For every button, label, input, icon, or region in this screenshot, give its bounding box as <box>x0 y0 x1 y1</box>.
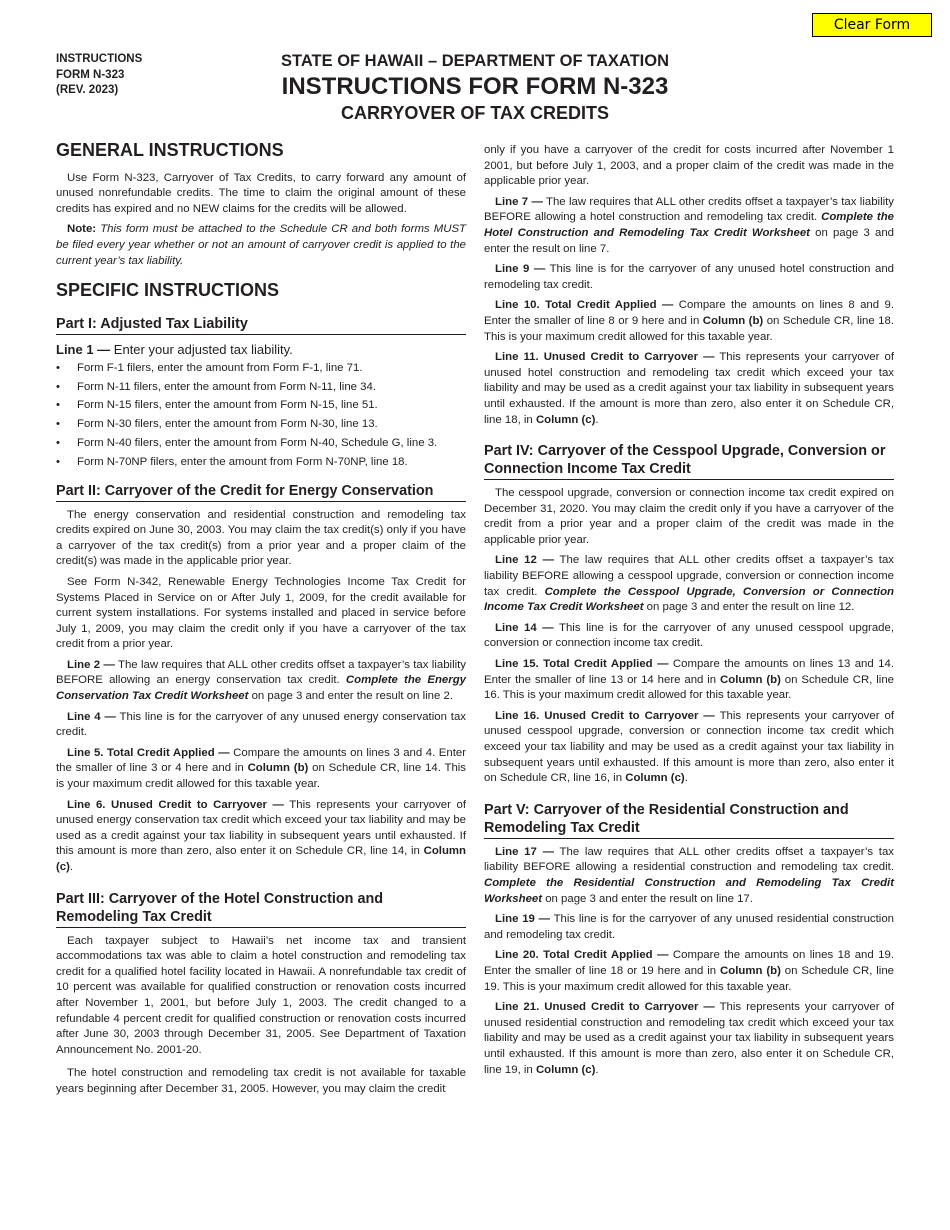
line16-column: Column (c) <box>625 772 685 785</box>
line1-instruction <box>56 341 466 359</box>
line2-text: The law requires that ALL other credits offset a taxpayer’s tax liability BEFORE allowing an energy conservation tax credit. <box>56 658 466 687</box>
general-note <box>56 222 466 269</box>
agency-name: STATE OF HAWAII – DEPARTMENT OF TAXATION <box>280 52 670 70</box>
line12-worksheet: Complete the Cesspool Upgrade, Conversion or Connection Income Tax Credit Worksheet <box>484 585 894 614</box>
line15-label: Line 15. Total Credit Applied — <box>495 658 669 671</box>
line5-text: Compare the amounts on lines 3 and 4. Enter the smaller of line 3 or 4 here and in <box>56 746 467 775</box>
line1-text: Enter your adjusted tax liability. <box>110 341 293 357</box>
line15-tail: on Schedule CR, line 16. This is your maximum credit allowed for this taxable year. <box>484 673 894 702</box>
line21-label: Line 21. Unused Credit to Carryover — <box>495 1001 715 1014</box>
part3-paragraph: Each taxpayer subject to Hawaii’s net income tax and transient accommodations tax was able to claim a hotel construction and remodeling tax credit for a qualified hotel facility located in Hawaii. A nonrefundable tax credit of 10 percent was available for qualified construction or renovation costs incurred after November 1, 2001, but before July 1, 2003. The credit changed to a refundable 4 percent credit for qualified construction or renovation costs incurred after June 30, 2003 through December 31, 2005. See Department of Taxation Announcement No. 2001-20. <box>56 934 466 1056</box>
line10-instruction <box>484 298 894 345</box>
part3-paragraph: The hotel construction and remodeling tax credit is not available for taxable years beginning after December 31, 2005. However, you may claim the credit <box>56 1067 466 1095</box>
line2-label: Line 2 — <box>67 658 115 671</box>
part2-paragraph: The energy conservation and residential construction and remodeling tax credits expired on June 30, 2003. You may claim the tax credit(s) only if you have a carryover of the tax credit(s) from a prior year and a proper claim of the credit(s) was made in the applicable prior year. <box>56 508 466 568</box>
list-item: • Form N-70NP filers, enter the amount from Form N-70NP, line 18. <box>56 453 466 472</box>
part2-heading: Part II: Carryover of the Credit for Energy Conservation <box>56 482 466 502</box>
general-paragraph: Use Form N-323, Carryover of Tax Credits, to carry forward any amount of unused nonrefundable credits. The time to claim the original amount of these credits has expired and no NEW claims for the credits will be allowed. <box>56 171 466 215</box>
line14-instruction <box>484 621 894 652</box>
line20-column: Column (b) <box>720 964 781 977</box>
line10-tail: on Schedule CR, line 18. This is your maximum credit allowed for this taxable year. <box>484 314 894 343</box>
line5-label: Line 5. Total Credit Applied — <box>67 746 230 759</box>
list-item: • Form N-40 filers, enter the amount from Form N-40, Schedule G, line 3. <box>56 434 466 453</box>
line10-label: Line 10. Total Credit Applied — <box>495 299 674 312</box>
line17-text: The law requires that ALL other credits offset a taxpayer’s tax liability BEFORE allowing a residential construction and remodeling tax credit. <box>484 845 894 874</box>
line17-instruction <box>484 845 894 907</box>
list-item: • Form N-11 filers, enter the amount from Form N-11, line 34. <box>56 378 466 397</box>
part3-heading: Part III: Carryover of the Hotel Construction and Remodeling Tax Credit <box>56 890 466 928</box>
line16-tail: . <box>684 772 688 785</box>
line10-text: Compare the amounts on lines 8 and 9. Enter the smaller of line 8 or 9 here and in <box>484 299 895 327</box>
line7-text: The law requires that ALL other credits offset a taxpayer’s tax liability BEFORE allowing a hotel construction and remodeling tax credit. <box>484 195 894 224</box>
part4-paragraph: The cesspool upgrade, conversion or connection income tax credit expired on December 31, 2020. You may claim the credit only if you have a carryover of the credit from a prior year and a proper claim of the credit was made in the applicable prior year. <box>484 487 894 546</box>
note-text: This form must be attached to the Schedule CR and both forms MUST be filed every year whether or not an amount of carryover credit is applied to the current year’s tax liability. <box>56 223 466 267</box>
line21-instruction <box>484 1000 894 1078</box>
right-column <box>484 143 894 1083</box>
line16-instruction <box>484 709 894 787</box>
line5-tail: on Schedule CR, line 14. This is your maximum credit allowed for this taxable year. <box>56 762 466 791</box>
note-label: Note: <box>67 223 97 236</box>
part5-heading: Part V: Carryover of the Residential Construction and Remodeling Tax Credit <box>484 801 894 839</box>
specific-instructions-heading: SPECIFIC INSTRUCTIONS <box>56 280 280 301</box>
line6-label: Line 6. Unused Credit to Carryover — <box>67 798 284 811</box>
clear-form-button[interactable]: Clear Form <box>812 13 932 37</box>
filer-list <box>56 359 466 472</box>
line15-instruction <box>484 657 894 704</box>
line7-worksheet: Complete the Hotel Construction and Remodeling Tax Credit Worksheet <box>484 211 894 239</box>
line9-text: This line is for the carryover of any unused hotel construction and remodeling tax credit. <box>484 263 894 291</box>
line4-instruction <box>56 710 466 741</box>
line2-tail: on page 3 and enter the result on line 2. <box>248 690 453 703</box>
line6-column: Column (c) <box>56 845 466 873</box>
line11-text: This represents your carryover of unused hotel construction and remodeling tax credit which exceed your tax liability and may be used as a credit against your tax liability in subsequent years until exhausted. If the amount is more than zero, also enter it on Schedule CR, line 18, in <box>484 351 894 426</box>
line6-text: This represents your carryover of unused energy conservation tax credit which exceed your tax liability and may be used as a credit against your tax liability in subsequent years until exhausted. If this amount is more than zero, also enter it on Schedule CR, line 14, in <box>56 798 466 858</box>
line1-label: Line 1 — <box>56 341 111 357</box>
line17-label: Line 17 — <box>495 845 554 858</box>
line11-instruction <box>484 350 894 428</box>
line20-label: Line 20. Total Credit Applied — <box>495 949 669 962</box>
line9-instruction <box>484 262 894 293</box>
line19-text: This line is for the carryover of any unused residential construction and remodeling tax credit. <box>484 913 894 941</box>
line21-tail: . <box>595 1063 599 1076</box>
line17-worksheet: Complete the Residential Construction and Remodeling Tax Credit Worksheet <box>484 876 894 905</box>
line14-label: Line 14 — <box>495 621 554 634</box>
list-item: • Form N-30 filers, enter the amount from Form N-30, line 13. <box>56 415 466 434</box>
line16-text: This represents your carryover of unused cesspool upgrade, conversion or connection income tax credit which exceed your tax liability and may be used as a credit against your tax liability in subsequent years until exhausted. If this amount is more than zero, also enter it on Schedule CR, line 16, in <box>484 709 894 785</box>
line2-instruction <box>56 658 466 705</box>
general-instructions-heading: GENERAL INSTRUCTIONS <box>56 140 284 160</box>
line7-tail: on page 3 and enter the result on line 7. <box>484 226 894 255</box>
line20-instruction <box>484 948 894 995</box>
line7-instruction <box>484 195 894 257</box>
line11-column: Column (c) <box>535 413 596 426</box>
form-id-line: (REV. 2023) <box>56 84 119 96</box>
line21-text: This represents your carryover of unused residential construction and remodeling tax credit which exceed your tax liability and may be used as a credit against your tax liability in subsequent years until exhausted. If this amount is more than zero, also enter it on Schedule CR, line 19, in <box>484 1001 894 1076</box>
form-id-line: INSTRUCTIONS <box>56 53 143 65</box>
line4-text: This line is for the carryover of any unused energy conservation tax credit. <box>56 710 466 739</box>
line5-instruction <box>56 746 466 793</box>
list-item: • Form F-1 filers, enter the amount from Form F-1, line 71. <box>56 359 466 378</box>
line16-label: Line 16. Unused Credit to Carryover — <box>495 709 715 722</box>
line2-worksheet: Complete the Energy Conservation Tax Credit Worksheet <box>56 674 466 703</box>
line17-tail: on page 3 and enter the result on line 17. <box>542 892 753 905</box>
line6-instruction <box>56 798 466 876</box>
page-title: INSTRUCTIONS FOR FORM N-323 <box>281 73 669 100</box>
part3-paragraph-continued: only if you have a carryover of the credit for costs incurred after November 1 2001, but before July 1, 2003, and a proper claim of the credit was made in the applicable prior year. <box>484 144 894 188</box>
line11-tail: . <box>595 413 599 426</box>
left-column <box>56 140 467 1103</box>
line20-tail: on Schedule CR, line 19. This is your maximum credit allowed for this taxable year. <box>484 964 894 993</box>
line19-instruction <box>484 912 894 943</box>
line14-text: This line is for the carryover of any unused cesspool upgrade, conversion or connection income tax credit. <box>484 621 894 650</box>
line15-column: Column (b) <box>720 673 781 686</box>
line12-label: Line 12 — <box>495 554 554 567</box>
line11-label: Line 11. Unused Credit to Carryover — <box>495 351 715 364</box>
page-subtitle: CARRYOVER OF TAX CREDITS <box>340 103 609 123</box>
line12-instruction <box>484 553 894 615</box>
part1-heading: Part I: Adjusted Tax Liability <box>56 315 466 335</box>
line21-column: Column (c) <box>535 1063 596 1076</box>
line7-label: Line 7 — <box>495 195 543 208</box>
line12-text: The law requires that ALL other credits offset a taxpayer’s tax liability BEFORE allowing a cesspool upgrade, conversion or connection income tax credit. <box>484 554 894 598</box>
line10-column: Column (b) <box>702 314 764 327</box>
line6-tail: . <box>69 861 74 873</box>
line15-text: Compare the amounts on lines 13 and 14. Enter the smaller of line 13 or 14 here and in <box>484 658 895 686</box>
line4-label: Line 4 — <box>67 710 116 723</box>
part2-paragraph: See Form N-342, Renewable Energy Technologies Income Tax Credit for Systems Placed in Service on or After July 1, 2009, for the credit available for current system installations. For systems installed and placed in service before July 1, 2009, you may claim the credit only if you have a carryover of the tax credit from a prior year. <box>56 575 466 651</box>
line5-column: Column (b) <box>247 762 309 775</box>
form-id-line: FORM N-323 <box>56 68 125 81</box>
line9-label: Line 9 — <box>495 263 546 276</box>
part4-heading: Part IV: Carryover of the Cesspool Upgrade, Conversion or Connection Income Tax Credit <box>484 442 894 480</box>
line12-tail: on page 3 and enter the result on line 12. <box>643 601 855 614</box>
line19-label: Line 19 — <box>495 913 551 926</box>
line20-text: Compare the amounts on lines 18 and 19. Enter the smaller of line 18 or 19 here and in <box>484 949 895 977</box>
list-item: • Form N-15 filers, enter the amount from Form N-15, line 51. <box>56 396 466 415</box>
